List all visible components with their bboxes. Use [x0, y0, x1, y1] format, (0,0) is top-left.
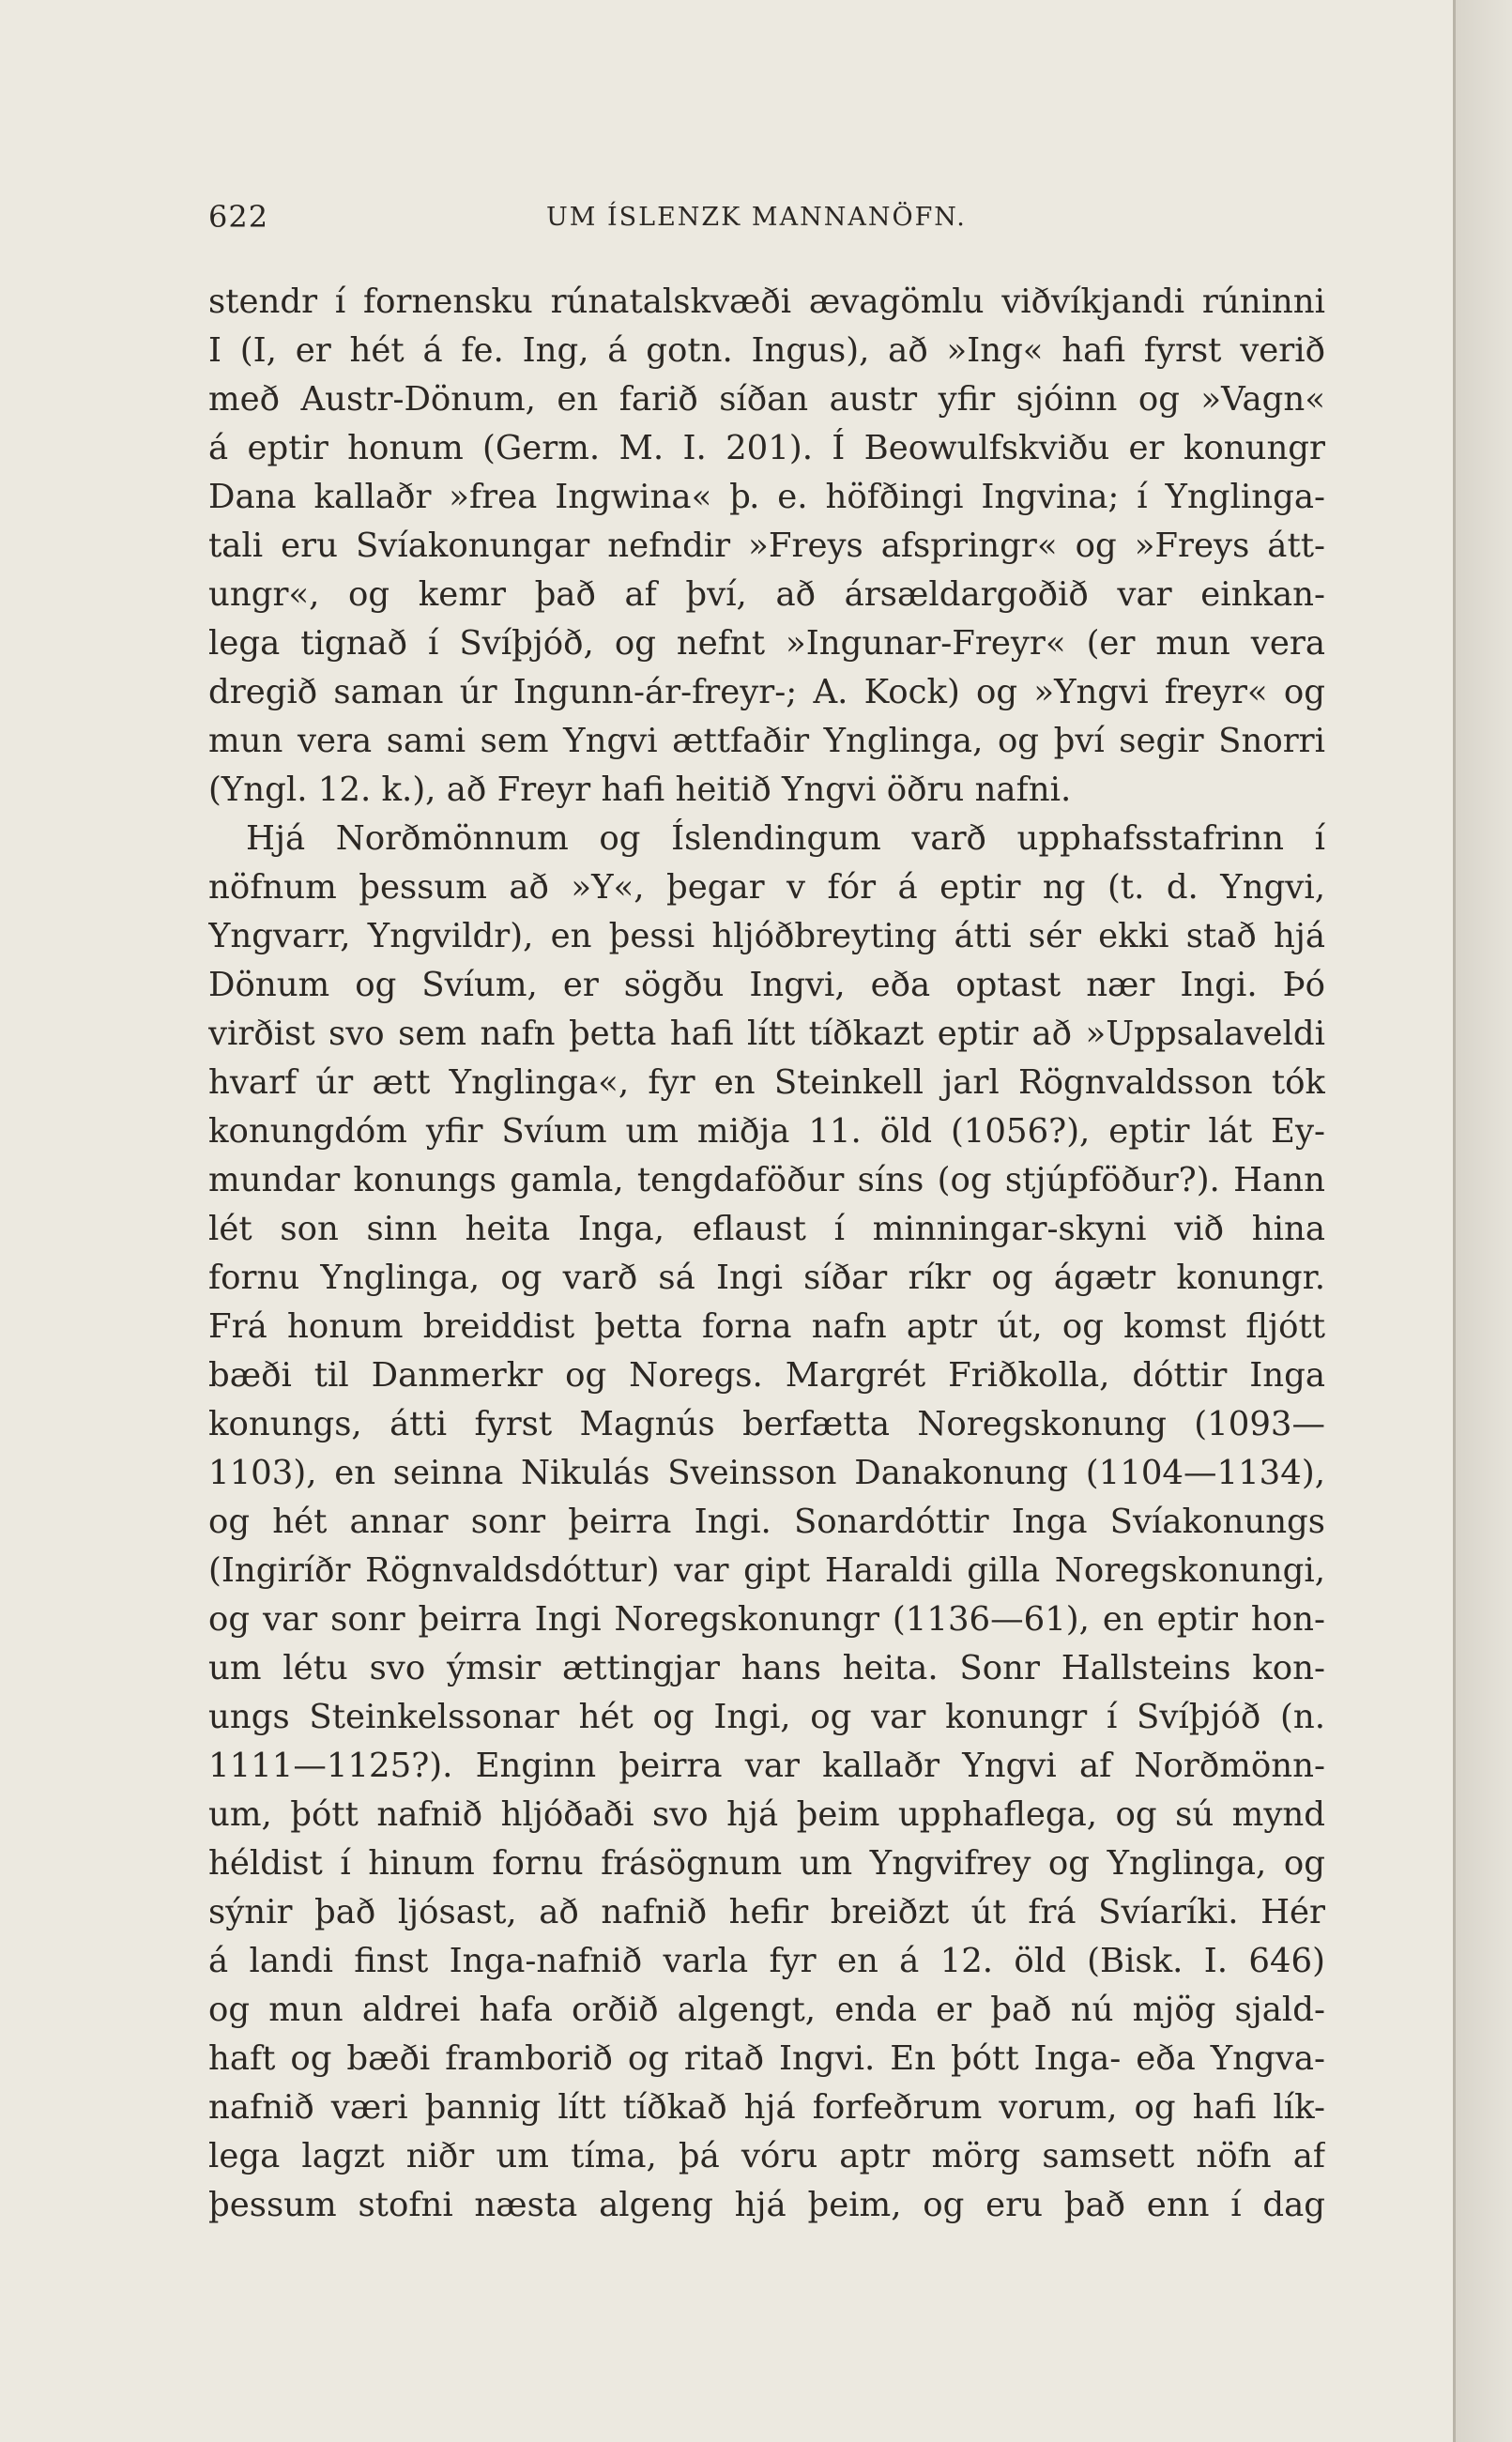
- text-line: (Ingiríðr Rögnvaldsdóttur) var gipt Haraldi gilla Noregskonungi,: [208, 1551, 1325, 1590]
- text-line: (Yngl. 12. k.), að Freyr hafi heitið Yngvi öðru nafni.: [208, 771, 1072, 809]
- text-line: og mun aldrei hafa orðið algengt, enda er það nú mjög sjald-: [208, 1991, 1325, 2029]
- text-line: hvarf úr ætt Ynglinga«, fyr en Steinkell jarl Rögnvaldsson tók: [208, 1063, 1325, 1102]
- text-line: haft og bæði framborið og ritað Ingvi. En þótt Inga- eða Yngva-: [208, 2039, 1325, 2078]
- running-title: UM ÍSLENZK MANNANÖFN.: [546, 203, 967, 232]
- text-line: Hjá Norðmönnum og Íslendingum varð upphafsstafrinn í: [246, 819, 1325, 858]
- text-line: sýnir það ljósast, að nafnið hefir breiðzt út frá Svíaríki. Hér: [208, 1893, 1325, 1931]
- page-header: [208, 199, 1335, 237]
- text-line: stendr í fornensku rúnatalskvæði ævagömlu viðvíkjandi rúninni: [208, 282, 1325, 321]
- text-line: og var sonr þeirra Ingi Noregskonungr (1136—61), en eptir hon-: [208, 1600, 1325, 1639]
- text-line: héldist í hinum fornu frásögnum um Yngvifrey og Ynglinga, og: [208, 1844, 1325, 1883]
- text-line: 1111—1125?). Enginn þeirra var kallaðr Yngvi af Norðmönn-: [208, 1747, 1325, 1785]
- text-line: með Austr-Dönum, en farið síðan austr yfir sjóinn og »Vagn«: [208, 380, 1325, 419]
- page-number: 622: [208, 199, 269, 235]
- text-line: um, þótt nafnið hljóðaði svo hjá þeim upphaflega, og sú mynd: [208, 1795, 1325, 1834]
- text-line: mun vera sami sem Yngvi ættfaðir Ynglinga, og því segir Snorri: [208, 722, 1325, 760]
- page-edge-shadow: [1456, 0, 1512, 2442]
- text-line: konungs, átti fyrst Magnús berfætta Noregskonung (1093—: [208, 1405, 1325, 1443]
- text-line: og hét annar sonr þeirra Ingi. Sonardóttir Inga Svíakonungs: [208, 1503, 1325, 1541]
- text-line: nafnið væri þannig lítt tíðkað hjá forfeðrum vorum, og hafi lík-: [208, 2088, 1325, 2127]
- body-text: [208, 278, 1325, 2230]
- text-line: Dana kallaðr »frea Ingwina« þ. e. höfðingi Ingvina; í Ynglinga-: [208, 478, 1325, 516]
- text-line: lega lagzt niðr um tíma, þá vóru aptr mörg samsett nöfn af: [208, 2137, 1325, 2175]
- text-line: mundar konungs gamla, tengdaföður síns (og stjúpföður?). Hann: [208, 1161, 1325, 1199]
- text-line: á landi finst Inga-nafnið varla fyr en á 12. öld (Bisk. I. 646): [208, 1942, 1325, 1980]
- text-line: Frá honum breiddist þetta forna nafn aptr út, og komst fljótt: [208, 1307, 1325, 1346]
- text-line: dregið saman úr Ingunn-ár-freyr-; A. Kock) og »Yngvi freyr« og: [208, 673, 1325, 711]
- text-line: ungr«, og kemr það af því, að ársældargoðið var einkan-: [208, 575, 1325, 614]
- text-line: lega tignað í Svíþjóð, og nefnt »Ingunar-Freyr« (er mun vera: [208, 624, 1325, 663]
- text-line: lét son sinn heita Inga, eflaust í minningar-skyni við hina: [208, 1210, 1325, 1248]
- text-line: um létu svo ýmsir ættingjar hans heita. Sonr Hallsteins kon-: [208, 1649, 1325, 1687]
- text-line: ungs Steinkelssonar hét og Ingi, og var konungr í Svíþjóð (n.: [208, 1698, 1325, 1736]
- text-line: I (I, er hét á fe. Ing, á gotn. Ingus), að »Ing« hafi fyrst verið: [208, 331, 1325, 370]
- text-line: fornu Ynglinga, og varð sá Ingi síðar ríkr og ágætr konungr.: [208, 1259, 1325, 1297]
- text-line: þessum stofni næsta algeng hjá þeim, og eru það enn í dag: [208, 2186, 1325, 2224]
- text-line: nöfnum þessum að »Y«, þegar v fór á eptir ng (t. d. Yngvi,: [208, 868, 1325, 907]
- page-edge: [1453, 0, 1456, 2442]
- text-line: virðist svo sem nafn þetta hafi lítt tíðkazt eptir að »Uppsalaveldi: [208, 1015, 1325, 1053]
- text-line: konungdóm yfir Svíum um miðja 11. öld (1056?), eptir lát Ey-: [208, 1112, 1325, 1151]
- text-line: tali eru Svíakonungar nefndir »Freys afspringr« og »Freys átt-: [208, 527, 1325, 565]
- text-line: 1103), en seinna Nikulás Sveinsson Danakonung (1104—1134),: [208, 1454, 1325, 1492]
- text-line: Dönum og Svíum, er sögðu Ingvi, eða optast nær Ingi. Þó: [208, 966, 1325, 1004]
- text-line: bæði til Danmerkr og Noregs. Margrét Friðkolla, dóttir Inga: [208, 1356, 1325, 1395]
- text-line: á eptir honum (Germ. M. I. 201). Í Beowulfskviðu er konungr: [208, 429, 1325, 467]
- text-line: Yngvarr, Yngvildr), en þessi hljóðbreyting átti sér ekki stað hjá: [208, 917, 1325, 955]
